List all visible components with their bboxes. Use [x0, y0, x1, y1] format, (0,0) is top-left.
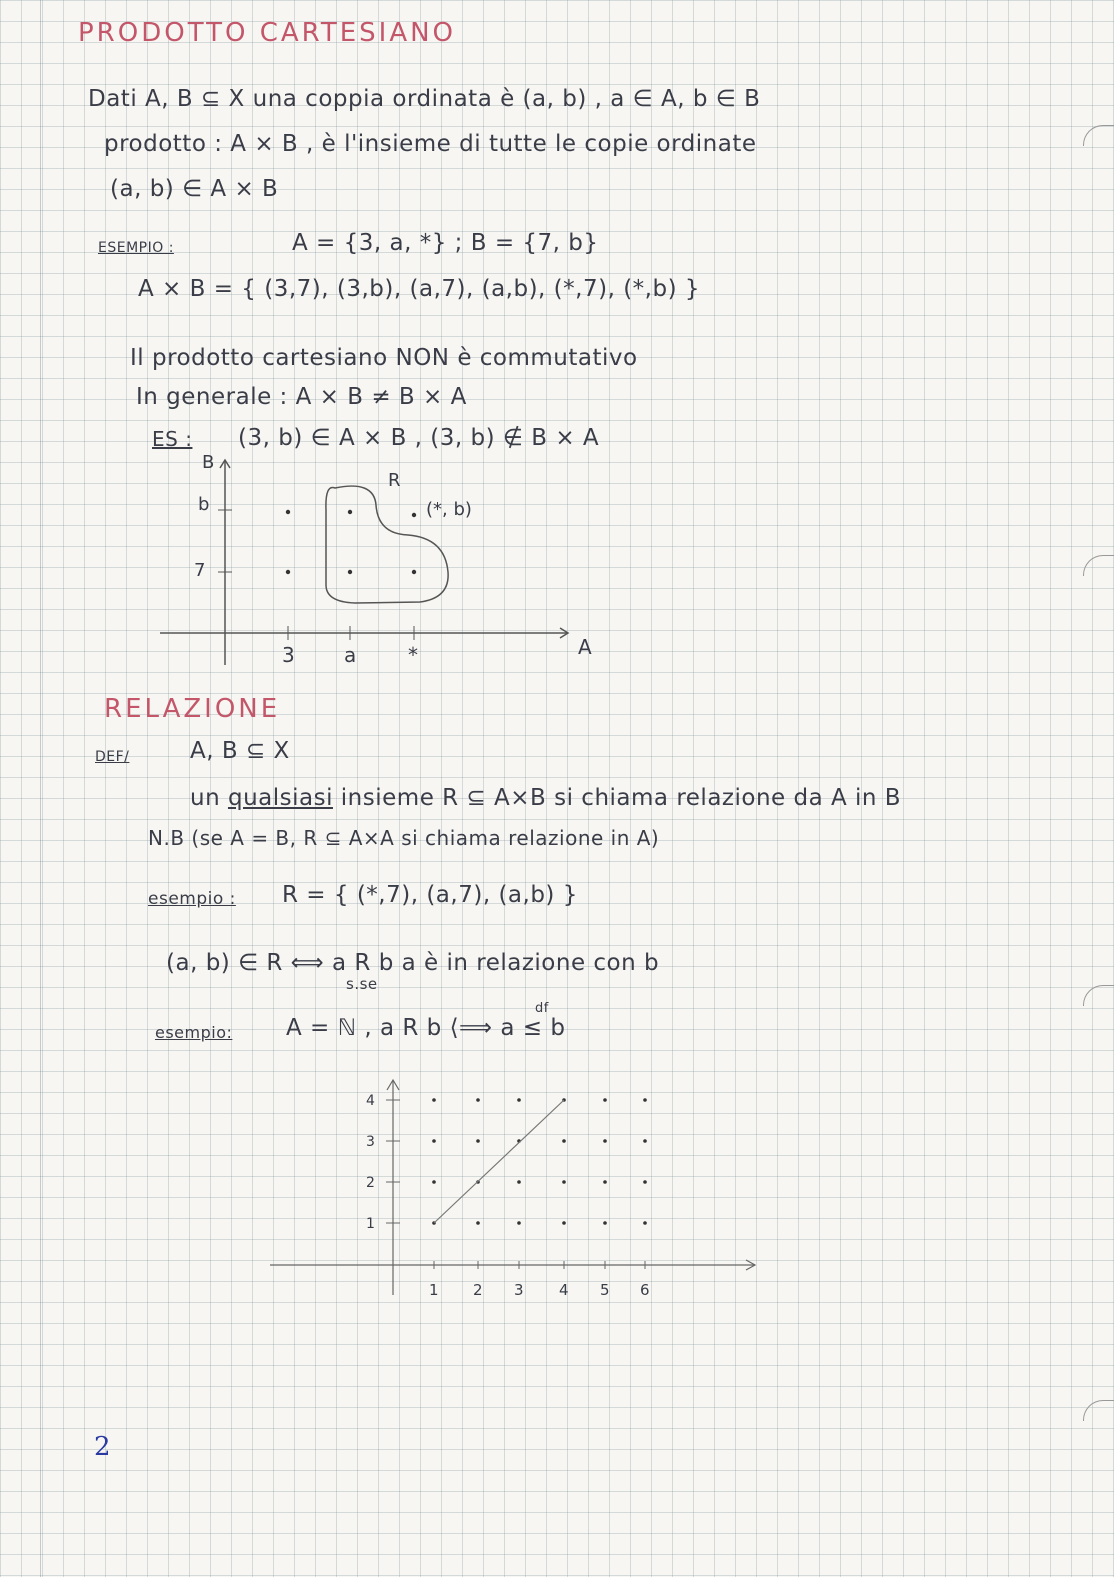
example-product: A × B = { (3,7), (3,b), (a,7), (a,b), (*,7), (*,b) }: [138, 276, 700, 302]
point: [412, 513, 416, 517]
x-tick-label: *: [408, 643, 418, 667]
binder-hole: [1083, 1400, 1114, 1421]
noncommutative-general: In generale : A × B ≠ B × A: [136, 384, 467, 410]
lattice-points: [432, 1098, 647, 1225]
example-2-label: esempio :: [148, 889, 236, 909]
y-tick-label: 1: [366, 1216, 375, 1232]
lattice-point: [643, 1098, 647, 1102]
noncommutative-statement: Il prodotto cartesiano NON è commutativo: [130, 345, 638, 371]
x-tick-label: 4: [559, 1281, 569, 1299]
definition-line-2: prodotto : A × B , è l'insieme di tutte le copie ordinate: [104, 131, 757, 157]
lattice-point: [432, 1139, 436, 1143]
y-tick-label: 7: [194, 560, 206, 581]
iff-line: (a, b) ∈ R ⟺ a R b a è in relazione con b: [166, 950, 660, 976]
iff-under-label: s.se: [346, 975, 378, 993]
x-tick-label: 6: [640, 1281, 650, 1299]
lattice-point: [603, 1221, 607, 1225]
y-tick-label: 2: [366, 1175, 375, 1191]
lattice-point: [432, 1098, 436, 1102]
lattice-point: [476, 1221, 480, 1225]
lattice-point: [643, 1221, 647, 1225]
x-tick-label: 5: [600, 1281, 610, 1299]
x-axis-label: A: [578, 635, 592, 659]
es-label: ES :: [152, 427, 193, 451]
binder-hole: [1083, 985, 1114, 1006]
example-label: ESEMPIO :: [98, 240, 174, 256]
page-number: 2: [94, 1432, 111, 1462]
section-title-relazione: RELAZIONE: [104, 694, 281, 724]
point-label: (*, b): [426, 499, 472, 520]
lattice-point: [603, 1180, 607, 1184]
point: [348, 510, 352, 514]
point: [286, 510, 290, 514]
example-3-text: A = ℕ , a R b ⟨⟹ a ≤ b: [286, 1015, 566, 1041]
y-axis-label: B: [202, 452, 215, 473]
example-sets: A = {3, a, *} ; B = {7, b}: [292, 230, 599, 256]
lattice-point: [517, 1098, 521, 1102]
x-tick-label: a: [344, 643, 357, 667]
definition-relation-line-1: un qualsiasi insieme R ⊆ A×B si chiama relazione da A in B: [190, 785, 902, 811]
lattice-point: [432, 1180, 436, 1184]
y-tick-label: 3: [366, 1134, 375, 1150]
point: [412, 570, 416, 574]
lattice-point: [476, 1098, 480, 1102]
def-sets: A, B ⊆ X: [190, 738, 290, 764]
y-tick-label: b: [198, 494, 210, 515]
x-tick-label: 1: [429, 1281, 439, 1299]
diagonal-line: [434, 1100, 564, 1223]
lattice-point: [562, 1139, 566, 1143]
region-label: R: [388, 470, 401, 491]
x-tick-label: 2: [473, 1281, 483, 1299]
lattice-point: [643, 1180, 647, 1184]
example-3-label: esempio:: [155, 1023, 233, 1042]
example-2-text: R = { (*,7), (a,7), (a,b) }: [282, 882, 578, 908]
lattice-point: [603, 1098, 607, 1102]
example-3-over-label: df: [535, 1001, 549, 1016]
lattice-point: [603, 1139, 607, 1143]
binder-hole: [1083, 125, 1114, 146]
lattice-point: [517, 1180, 521, 1184]
def-label: DEF/: [95, 749, 130, 765]
point: [348, 570, 352, 574]
point: [286, 570, 290, 574]
binder-hole: [1083, 555, 1114, 576]
cartesian-product-graph: [150, 450, 610, 670]
x-tick-label: 3: [514, 1281, 524, 1299]
axis-ticks: [366, 1093, 650, 1299]
definition-line-3: (a, b) ∈ A × B: [110, 176, 279, 202]
lattice-point: [476, 1139, 480, 1143]
x-tick-label: 3: [282, 643, 295, 667]
lattice-point: [562, 1221, 566, 1225]
lattice-point: [517, 1221, 521, 1225]
lattice-point: [643, 1139, 647, 1143]
section-title-prodotto-cartesiano: PRODOTTO CARTESIANO: [78, 18, 457, 48]
es-text: (3, b) ∈ A × B , (3, b) ∉ B × A: [238, 425, 600, 451]
y-tick-label: 4: [366, 1093, 375, 1109]
definition-line-1: Dati A, B ⊆ X una coppia ordinata è (a, b) , a ∈ A, b ∈ B: [88, 86, 761, 112]
margin-line: [40, 0, 41, 1577]
lattice-point: [562, 1180, 566, 1184]
relation-graph: [260, 1070, 780, 1310]
definition-relation-line-2: N.B (se A = B, R ⊆ A×A si chiama relazione in A): [148, 826, 660, 850]
